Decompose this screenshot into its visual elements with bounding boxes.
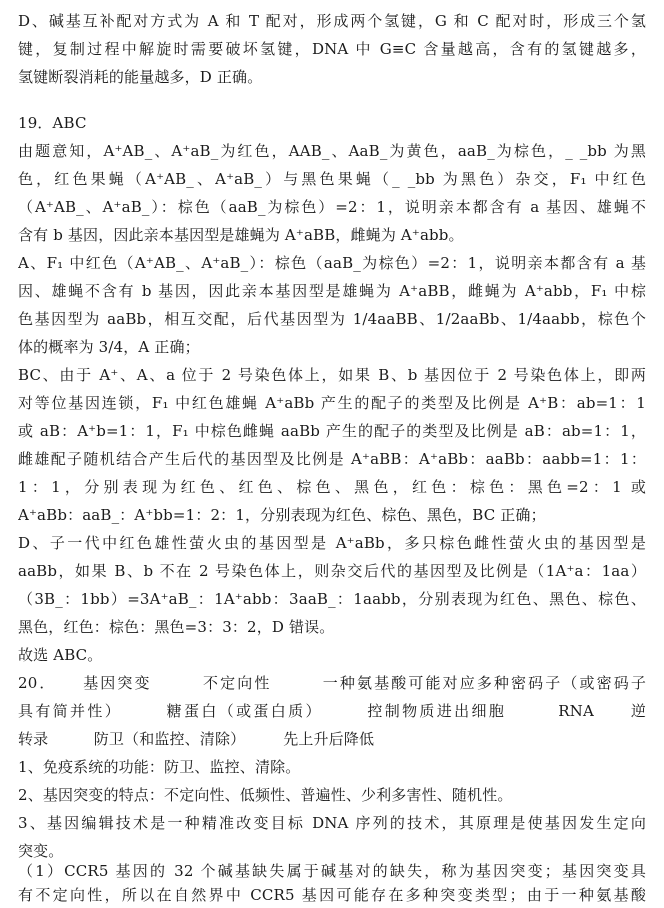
text-line: 键，复制过程中解旋时需要破坏氢键，DNA 中 G≡C 含量越高，含有的氢键越多， bbox=[18, 40, 646, 58]
text-line: 色基因型为 aaBb，相互交配，后代基因型为 1/4aaBB、1/2aaBb、1/4aabb，棕色个 bbox=[18, 310, 646, 328]
text-line: 有不定向性，所以在自然界中 CCR5 基因可能存在多种突变类型；由于一种氨基酸 bbox=[18, 886, 646, 904]
question-number: 20． 基因突变 不定向性 一种氨基酸可能对应多种密码子（或密码子 bbox=[18, 674, 646, 692]
text-line: 转录 防卫（和监控、清除） 先上升后降低 bbox=[18, 730, 375, 748]
text-line: 由题意知，A⁺AB_、A⁺aB_为红色，AAB_、AaB_为黄色，aaB_为棕色，_ _bb 为黑 bbox=[18, 142, 646, 160]
text-line: 3、基因编辑技术是一种精准改变目标 DNA 序列的技术，其原理是使基因发生定向 bbox=[18, 814, 646, 832]
text-line: 1：1，分别表现为红色、红色、棕色、黑色，红色：棕色：黑色=2：1 或 bbox=[18, 478, 646, 496]
text-line: 突变。 bbox=[18, 842, 64, 860]
text-line: 或 aB：A⁺b=1：1，F₁ 中棕色雌蝇 aaBb 产生的配子的类型及比例是 aB：ab=1：1， bbox=[18, 422, 646, 440]
text-line: 色，红色果蝇（A⁺AB_、A⁺aB_）与黑色果蝇（_ _bb 为黑色）杂交，F₁ 中红色 bbox=[18, 170, 646, 188]
question-number: 19．ABC bbox=[18, 114, 87, 132]
text-line: A、F₁ 中红色（A⁺AB_、A⁺aB_）：棕色（aaB_为棕色）=2：1，说明亲本都含有 a 基 bbox=[18, 254, 646, 272]
text-line: 含有 b 基因，因此亲本基因型是雄蝇为 A⁺aBB，雌蝇为 A⁺abb。 bbox=[18, 226, 464, 244]
text-line: （A⁺AB_、A⁺aB_）：棕色（aaB_为棕色）=2：1，说明亲本都含有 a 基因、雄蝇不 bbox=[18, 198, 646, 216]
text-line: 氢键断裂消耗的能量越多，D 正确。 bbox=[18, 68, 263, 86]
text-line: 具有简并性） 糖蛋白（或蛋白质） 控制物质进出细胞 RNA 逆 bbox=[18, 702, 646, 720]
text-line: aaBb，如果 B、b 不在 2 号染色体上，则杂交后代的基因型及比例是（1A⁺a：1aa） bbox=[18, 562, 646, 580]
text-line: 因、雄蝇不含有 b 基因，因此亲本基因型是雄蝇为 A⁺aBB，雌蝇为 A⁺abb，F₁ 中棕 bbox=[18, 282, 646, 300]
text-line: （3B_：1bb）=3A⁺aB_：1A⁺abb：3aaB_：1aabb，分别表现为红色、黑色、棕色、 bbox=[18, 590, 646, 608]
text-line: D、碱基互补配对方式为 A 和 T 配对，形成两个氢键，G 和 C 配对时，形成三个氢 bbox=[18, 12, 646, 30]
text-line: 对等位基因连锁，F₁ 中红色雄蝇 A⁺aBb 产生的配子的类型及比例是 A⁺B：ab=1：1 bbox=[18, 394, 646, 412]
text-line: D、子一代中红色雄性萤火虫的基因型是 A⁺aBb，多只棕色雌性萤火虫的基因型是 bbox=[18, 534, 646, 552]
text-line: （1）CCR5 基因的 32 个碱基缺失属于碱基对的缺失，称为基因突变；基因突变具 bbox=[18, 862, 646, 880]
text-line: A⁺aBb：aaB_：A⁺bb=1：2：1，分别表现为红色、棕色、黑色，BC 正确； bbox=[18, 506, 546, 524]
answer-line: 故选 ABC。 bbox=[18, 646, 103, 664]
text-line: 黑色，红色：棕色：黑色=3：3：2，D 错误。 bbox=[18, 618, 335, 636]
text-line: 1、免疫系统的功能：防卫、监控、清除。 bbox=[18, 758, 301, 776]
text-line: 2、基因突变的特点：不定向性、低频性、普遍性、少利多害性、随机性。 bbox=[18, 786, 513, 804]
text-line: 体的概率为 3/4，A 正确； bbox=[18, 338, 200, 356]
text-line: BC、由于 A⁺、A、a 位于 2 号染色体上，如果 B、b 基因位于 2 号染色体上，即两 bbox=[18, 366, 646, 384]
text-line: 雌雄配子随机结合产生后代的基因型及比例是 A⁺aBB：A⁺aBb：aaBb：aabb=1：1： bbox=[18, 450, 646, 468]
